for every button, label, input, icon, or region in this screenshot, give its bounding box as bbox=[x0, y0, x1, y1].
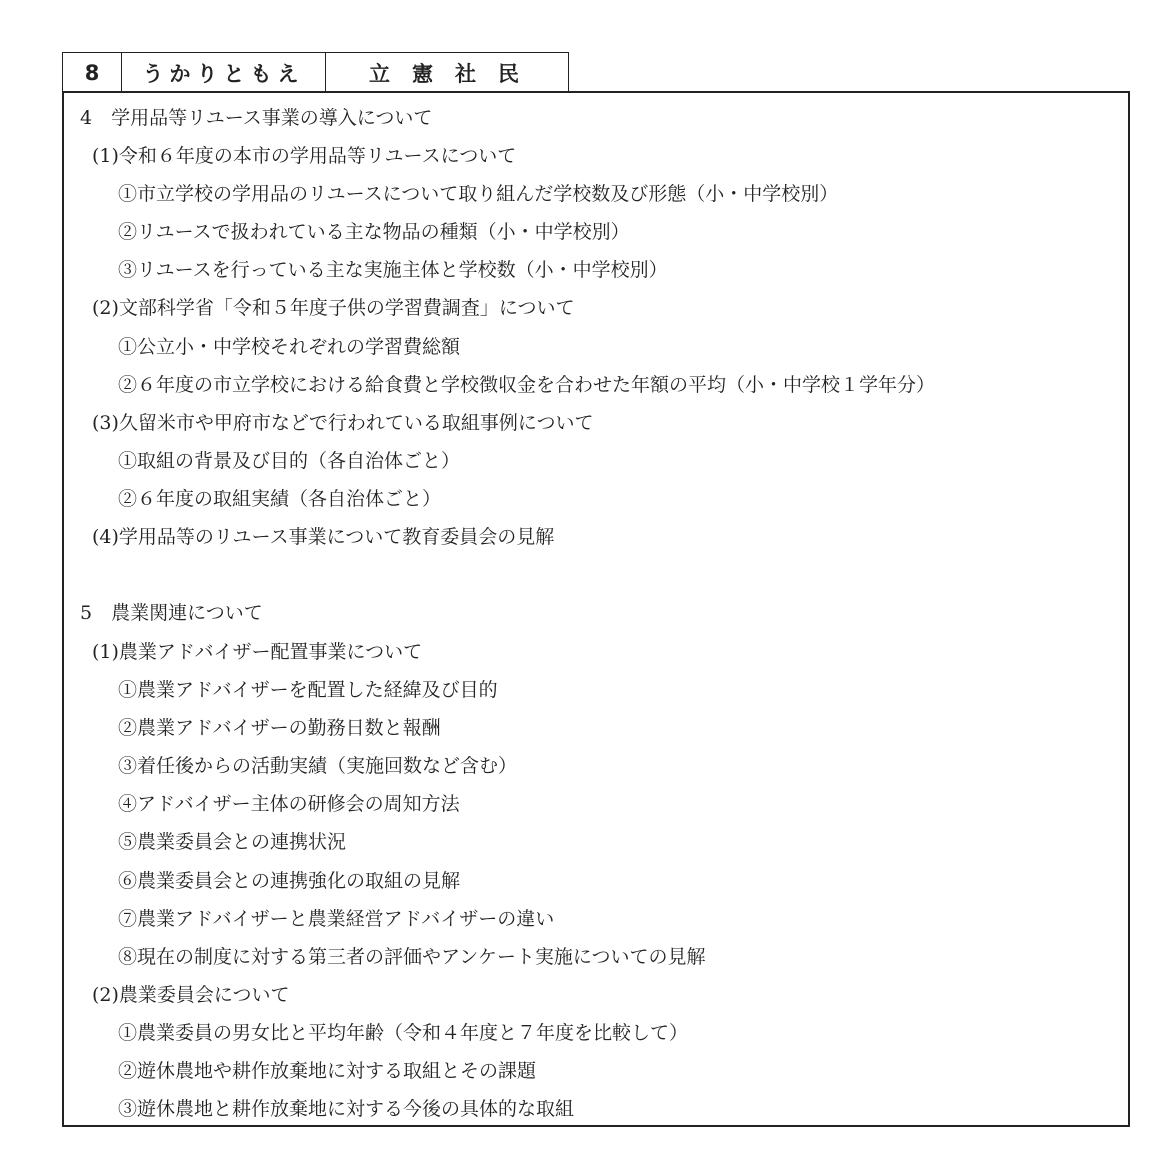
section-4-sub-4: (4)学用品等のリユース事業について教育委員会の見解 bbox=[92, 526, 555, 548]
question-number: 8 bbox=[63, 53, 122, 93]
party-name: 立憲社民 bbox=[326, 53, 569, 93]
question-content-box bbox=[62, 91, 1130, 1127]
section-5-sub-2: (2)農業委員会について bbox=[92, 984, 290, 1006]
list-item: ①農業アドバイザーを配置した経緯及び目的 bbox=[118, 679, 498, 701]
list-item: ②６年度の取組実績（各自治体ごと） bbox=[118, 488, 442, 510]
questioner-name: うかりともえ bbox=[122, 53, 326, 93]
list-item: ②農業アドバイザーの勤務日数と報酬 bbox=[118, 717, 441, 739]
list-item: ②リユースで扱われている主な物品の種類（小・中学校別） bbox=[118, 221, 630, 243]
list-item: ④アドバイザー主体の研修会の周知方法 bbox=[118, 793, 460, 815]
list-item: ③遊休農地と耕作放棄地に対する今後の具体的な取組 bbox=[118, 1098, 575, 1120]
list-item: ⑤農業委員会との連携状況 bbox=[118, 831, 347, 853]
section-4-sub-1: (1)令和６年度の本市の学用品等リユースについて bbox=[92, 145, 517, 167]
list-item: ⑥農業委員会との連携強化の取組の見解 bbox=[118, 870, 461, 892]
section-4-heading: 4 学用品等リユース事業の導入について bbox=[80, 107, 433, 129]
list-item: ③着任後からの活動実績（実施回数など含む） bbox=[118, 755, 518, 777]
section-5-sub-1: (1)農業アドバイザー配置事業について bbox=[92, 641, 423, 663]
list-item: ②遊休農地や耕作放棄地に対する取組とその課題 bbox=[118, 1060, 537, 1082]
list-item: ⑦農業アドバイザーと農業経営アドバイザーの違い bbox=[118, 908, 555, 930]
list-item: ⑧現在の制度に対する第三者の評価やアンケート実施についての見解 bbox=[118, 946, 706, 968]
list-item: ①公立小・中学校それぞれの学習費総額 bbox=[118, 336, 461, 358]
section-5-heading: 5 農業関連について bbox=[80, 602, 263, 624]
list-item: ②６年度の市立学校における給食費と学校徴収金を合わせた年額の平均（小・中学校１学年分） bbox=[118, 374, 936, 396]
section-4-sub-3: (3)久留米市や甲府市などで行われている取組事例について bbox=[92, 412, 594, 434]
list-item: ③リユースを行っている主な実施主体と学校数（小・中学校別） bbox=[118, 259, 668, 281]
section-4-sub-2: (2)文部科学省「令和５年度子供の学習費調査」について bbox=[92, 297, 575, 319]
list-item: ①取組の背景及び目的（各自治体ごと） bbox=[118, 450, 461, 472]
list-item: ①農業委員の男女比と平均年齢（令和４年度と７年度を比較して） bbox=[118, 1022, 689, 1044]
question-header-table bbox=[62, 52, 569, 92]
list-item: ①市立学校の学用品のリユースについて取り組んだ学校数及び形態（小・中学校別） bbox=[118, 183, 839, 205]
